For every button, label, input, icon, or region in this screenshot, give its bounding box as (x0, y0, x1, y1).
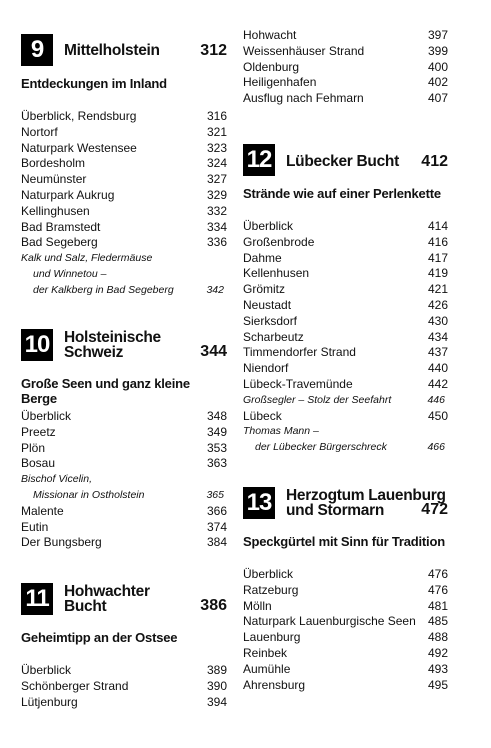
entry-title: Neustadt (243, 297, 292, 312)
entry-title: Lauenburg (243, 630, 301, 645)
entry-title: Naturpark Lauenburgische Seen (243, 614, 416, 629)
toc-entry[interactable] (21, 663, 227, 679)
chapter-page-number: 386 (200, 597, 227, 614)
toc-entry[interactable] (21, 204, 227, 220)
entry-page: 321 (206, 124, 227, 139)
toc-entry[interactable] (21, 679, 227, 695)
chapter-subtitle: Geheimtipp an der Ostsee (21, 630, 178, 645)
chapter-title-line1: Herzogtum Lauenburg (286, 487, 446, 504)
toc-entry[interactable] (243, 330, 448, 346)
chapter-title: Mittelholstein (64, 42, 160, 59)
entry-page: 493 (427, 661, 448, 676)
entry-page: 426 (427, 297, 448, 312)
entry-page: 476 (427, 567, 448, 581)
entry-page: 485 (427, 614, 448, 629)
entry-page: 365 (206, 488, 224, 501)
toc-entry[interactable] (243, 235, 448, 251)
toc-entry[interactable] (243, 630, 448, 646)
toc-feature-entry[interactable] (21, 283, 227, 299)
toc-feature-entry[interactable] (243, 393, 448, 409)
entry-title: Hohwacht (243, 28, 297, 42)
toc-feature-entry[interactable] (243, 440, 448, 456)
entry-page: 446 (427, 393, 445, 406)
entry-page: 353 (206, 440, 227, 455)
entry-page: 384 (206, 535, 227, 550)
toc-entry[interactable] (243, 377, 448, 393)
chapter-title-line2: Bucht (64, 598, 107, 615)
entry-page: 466 (427, 441, 445, 454)
entry-page: 316 (206, 109, 227, 123)
entry-title: Bad Bramstedt (21, 219, 101, 234)
entry-title: Thomas Mann – (243, 425, 319, 438)
chapter-11-entries (21, 663, 227, 710)
chapter-9-entries (21, 109, 227, 299)
entry-page: 397 (427, 28, 448, 42)
entry-title: Niendorf (243, 361, 289, 376)
entry-page: 450 (427, 408, 448, 423)
toc-entry[interactable] (243, 345, 448, 361)
chapter-subtitle: Große Seen und ganz kleine Berge (21, 376, 190, 406)
entry-title: Aumühle (243, 661, 291, 676)
chapter-page-number: 472 (421, 501, 448, 518)
entry-title: Plön (21, 440, 46, 455)
entry-title: Großenbrode (243, 234, 315, 249)
toc-entry[interactable] (243, 567, 448, 583)
entry-page: 434 (427, 329, 448, 344)
chapter-number-badge: 11 (21, 583, 53, 615)
entry-title: Ratzeburg (243, 582, 299, 597)
entry-page: 495 (427, 677, 448, 692)
entry-page: 349 (206, 424, 227, 439)
toc-entry[interactable] (21, 456, 227, 472)
entry-title: Neumünster (21, 172, 87, 187)
toc-entry[interactable] (21, 441, 227, 457)
chapter-page-number: 412 (421, 153, 448, 170)
entry-page: 394 (206, 694, 227, 709)
entry-page: 492 (427, 645, 448, 660)
entry-page: 374 (206, 519, 227, 534)
chapter-title-line2: und Stormarn (286, 502, 385, 519)
toc-entry[interactable] (243, 44, 448, 60)
entry-page: 481 (427, 598, 448, 613)
chapter-page-number: 312 (200, 42, 227, 59)
entry-page: 402 (427, 75, 448, 90)
entry-title: Ahrensburg (243, 677, 306, 692)
entry-title: Überblick (21, 663, 72, 677)
chapter-title-line2: Schweiz (64, 344, 124, 361)
entry-title: Überblick (21, 409, 72, 423)
toc-entry[interactable] (243, 91, 448, 107)
entry-page: 419 (427, 266, 448, 281)
entry-title: der Kalkberg in Bad Segeberg (33, 283, 174, 296)
chapter-13-entries (243, 567, 448, 693)
entry-title: Sierksdorf (243, 313, 298, 328)
toc-entry[interactable] (21, 188, 227, 204)
toc-entry[interactable] (21, 156, 227, 172)
entry-title: Schönberger Strand (21, 678, 129, 693)
toc-entry[interactable] (243, 583, 448, 599)
toc-feature-entry[interactable] (21, 472, 227, 488)
chapter-title-line1: Hohwachter (64, 583, 150, 600)
entry-page: 327 (206, 172, 227, 187)
chapter-number-badge: 9 (21, 34, 53, 66)
entry-page: 336 (206, 235, 227, 250)
chapter-title: Lübecker Bucht (286, 153, 399, 170)
toc-entry[interactable] (243, 678, 448, 694)
toc-entry[interactable] (21, 535, 227, 551)
toc-entry[interactable] (21, 504, 227, 520)
chapter-number-badge: 12 (243, 144, 275, 176)
entry-page: 363 (206, 456, 227, 471)
chapter-12-entries (243, 219, 448, 456)
toc-entry[interactable] (21, 520, 227, 536)
entry-title: Scharbeutz (243, 329, 304, 344)
toc-entry[interactable] (21, 109, 227, 125)
entry-page: 324 (206, 156, 227, 171)
toc-entry[interactable] (21, 172, 227, 188)
entry-title: Ausflug nach Fehmarn (243, 91, 364, 106)
entry-page: 442 (427, 376, 448, 391)
toc-entry[interactable] (21, 425, 227, 441)
chapter-11-continued-entries (243, 28, 448, 107)
entry-title: Grömitz (243, 282, 285, 297)
toc-entry[interactable] (243, 282, 448, 298)
entry-title: Reinbek (243, 645, 288, 660)
chapter-subtitle: Entdeckungen im Inland (21, 76, 167, 91)
chapter-subtitle: Strände wie auf einer Perlenkette (243, 186, 441, 201)
chapter-number-badge: 10 (21, 329, 53, 361)
entry-title: Preetz (21, 424, 56, 439)
entry-page: 332 (206, 203, 227, 218)
entry-title: Naturpark Aukrug (21, 187, 115, 202)
entry-title: Dahme (243, 250, 282, 265)
entry-page: 389 (206, 663, 227, 677)
toc-entry[interactable] (243, 614, 448, 630)
entry-title: Eutin (21, 519, 49, 534)
toc-feature-entry[interactable] (21, 488, 227, 504)
entry-title: Der Bungsberg (21, 535, 102, 550)
entry-page: 323 (206, 140, 227, 155)
entry-title: Kalk und Salz, Fledermäuse (21, 252, 153, 265)
entry-title: Großsegler – Stolz der Seefahrt (243, 393, 392, 406)
chapter-10-entries (21, 409, 227, 551)
toc-feature-entry[interactable] (21, 251, 227, 267)
entry-title: Lütjenburg (21, 694, 78, 709)
entry-page: 476 (427, 582, 448, 597)
toc-entry[interactable] (243, 599, 448, 615)
toc-entry[interactable] (21, 220, 227, 236)
toc-entry[interactable] (243, 60, 448, 76)
entry-title: Timmendorfer Strand (243, 345, 356, 360)
entry-title: Kellenhusen (243, 266, 310, 281)
entry-page: 366 (206, 503, 227, 518)
entry-page: 334 (206, 219, 227, 234)
entry-title: Mölln (243, 598, 272, 613)
toc-entry[interactable] (243, 219, 448, 235)
toc-entry[interactable] (243, 266, 448, 282)
entry-page: 440 (427, 361, 448, 376)
entry-page: 407 (427, 91, 448, 106)
entry-title: Bordesholm (21, 156, 86, 171)
chapter-number-badge: 13 (243, 487, 275, 519)
toc-entry[interactable] (243, 409, 448, 425)
entry-title: Bischof Vicelin, (21, 473, 93, 486)
entry-title: Nortorf (21, 124, 58, 139)
entry-page: 348 (206, 409, 227, 423)
entry-title: Kellinghusen (21, 203, 90, 218)
entry-title: Oldenburg (243, 59, 300, 74)
entry-title: Malente (21, 503, 64, 518)
toc-entry[interactable] (243, 298, 448, 314)
entry-page: 416 (427, 234, 448, 249)
entry-title: Naturpark Westensee (21, 140, 137, 155)
entry-page: 417 (427, 250, 448, 265)
entry-title: Bad Segeberg (21, 235, 98, 250)
entry-title: Lübeck (243, 408, 282, 423)
entry-title: Überblick (243, 567, 294, 581)
entry-page: 430 (427, 313, 448, 328)
toc-entry[interactable] (243, 75, 448, 91)
entry-title: Heiligenhafen (243, 75, 317, 90)
entry-page: 399 (427, 43, 448, 58)
toc-entry[interactable] (21, 409, 227, 425)
entry-title: Bosau (21, 456, 56, 471)
entry-title: Lübeck-Travemünde (243, 376, 353, 391)
entry-title: Überblick (243, 219, 294, 233)
entry-title: Missionar in Ostholstein (33, 488, 145, 501)
chapter-subtitle: Speckgürtel mit Sinn für Tradition (243, 534, 445, 549)
entry-page: 488 (427, 630, 448, 645)
entry-page: 437 (427, 345, 448, 360)
toc-entry[interactable] (21, 235, 227, 251)
toc-entry[interactable] (243, 361, 448, 377)
toc-entry[interactable] (243, 662, 448, 678)
toc-entry[interactable] (243, 251, 448, 267)
toc-entry[interactable] (21, 141, 227, 157)
toc-entry[interactable] (243, 646, 448, 662)
toc-entry[interactable] (21, 125, 227, 141)
entry-page: 342 (206, 283, 224, 296)
entry-page: 400 (427, 59, 448, 74)
chapter-page-number: 344 (200, 343, 227, 360)
entry-title: Weissenhäuser Strand (243, 43, 365, 58)
entry-page: 414 (427, 219, 448, 233)
entry-page: 421 (427, 282, 448, 297)
entry-title: der Lübecker Bürgerschreck (255, 441, 387, 454)
toc-entry[interactable] (243, 314, 448, 330)
entry-title: Überblick, Rendsburg (21, 109, 137, 123)
toc-entry[interactable] (21, 695, 227, 711)
entry-page: 390 (206, 678, 227, 693)
toc-feature-entry[interactable] (243, 424, 448, 440)
toc-entry[interactable] (243, 28, 448, 44)
entry-page: 329 (206, 187, 227, 202)
chapter-title-line1: Holsteinische (64, 329, 161, 346)
toc-feature-entry[interactable] (21, 267, 227, 283)
entry-title: und Winnetou – (33, 267, 107, 280)
